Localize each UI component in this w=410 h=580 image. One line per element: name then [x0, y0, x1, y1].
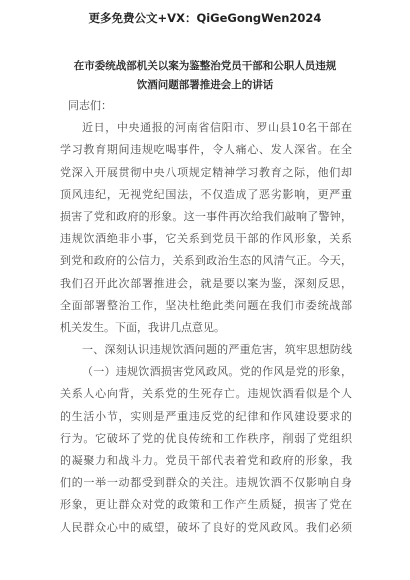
- document-title-line-2: 饮酒问题部署推进会上的讲话: [136, 79, 274, 91]
- paragraph-line: 党深入开展贯彻中央八项规定精神学习教育之际，他们却: [60, 165, 352, 179]
- document-body: [60, 95, 352, 539]
- section-heading: 一、深刻认识违规饮酒问题的严重危害，筑牢思想防线: [82, 343, 352, 357]
- paragraph-line: 形象，更让群众对党的政策和工作产生质疑，损害了党在: [60, 498, 352, 512]
- paragraph-line: 损害了党和政府的形象。这一事件再次给我们敲响了警钟，: [60, 209, 352, 223]
- paragraph-line: 们的一举一动都受到群众的关注。违规饮酒不仅影响自身: [60, 476, 352, 490]
- paragraph-line: 到党和政府的公信力，关系到政治生态的风清气正。今天，: [60, 254, 352, 268]
- watermark-header: 更多免费公文+VX：QiGeGongWen2024: [88, 11, 322, 25]
- paragraph-line: 近日，中央通报的河南省信阳市、罗山县10名干部在: [82, 121, 352, 135]
- paragraph-line: 我们召开此次部署推进会，就是要以案为鉴，深刻反思，: [60, 276, 352, 290]
- paragraph-line: 学习教育期间违规吃喝事件，令人痛心、发人深省。在全: [60, 143, 352, 157]
- paragraph-line: 机关发生。下面，我讲几点意见。: [60, 320, 225, 334]
- salutation: 同志们：: [68, 99, 112, 112]
- paragraph-line: 的凝聚力和战斗力。党员干部代表着党和政府的形象，我: [60, 454, 352, 467]
- paragraph-line: 关系人心向背，关系党的生死存亡。违规饮酒看似是个人: [60, 387, 352, 401]
- subsection-heading: （一）违规饮酒损害党风政风。党的作风是党的形象，: [82, 365, 352, 379]
- document-title-line-1: 在市委统战部机关以案为鉴整治党员干部和公职人员违规: [73, 60, 337, 72]
- paragraph-line: 人民群众心中的威望，破坏了良好的党风政风。我们必须: [60, 520, 352, 534]
- paragraph-line: 全面部署整治工作，坚决杜绝此类问题在我们市委统战部: [60, 298, 352, 312]
- paragraph-line: 违规饮酒绝非小事，它关系到党员干部的作风形象，关系: [60, 232, 352, 246]
- paragraph-line: 顶风违纪，无视党纪国法，不仅造成了恶劣影响，更严重: [60, 187, 352, 201]
- paragraph-line: 行为。它破坏了党的优良传统和工作秩序，削弱了党组织: [60, 431, 352, 445]
- paragraph-line: 的生活小节，实则是严重违反党的纪律和作风建设要求的: [60, 409, 352, 423]
